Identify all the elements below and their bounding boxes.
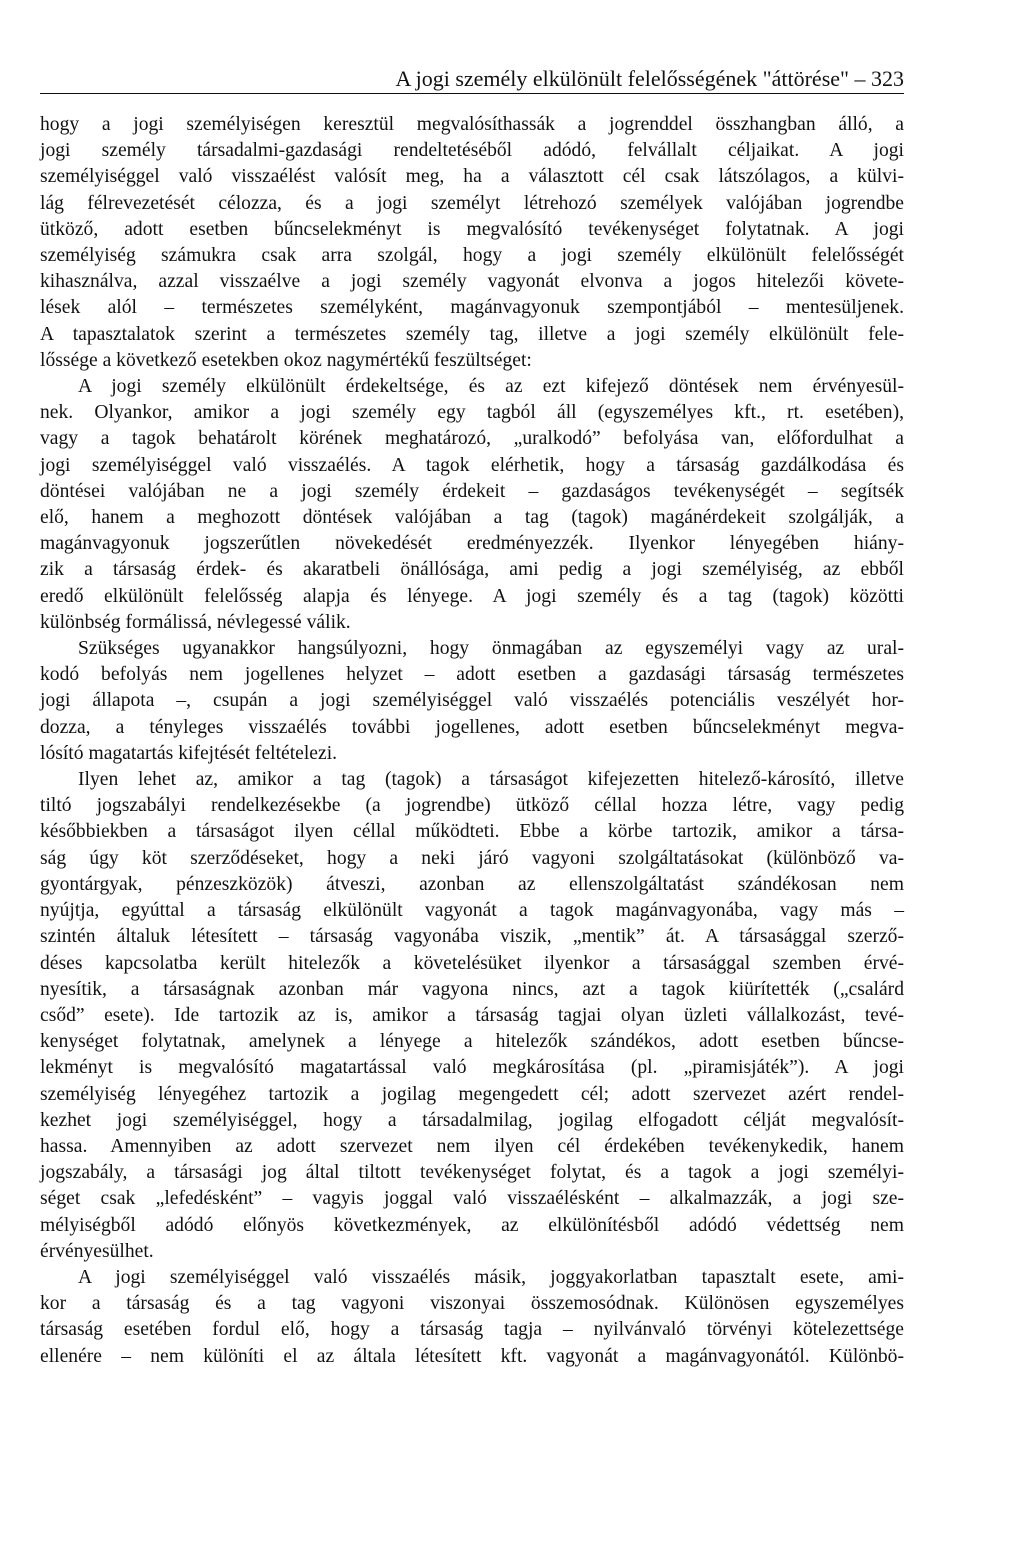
paragraph (40, 636, 904, 767)
paragraph (40, 374, 904, 636)
text-line: nyújtja, egyúttal a társaság elkülönült vagyonát a tagok magánvagyonába, vagy más – (40, 900, 904, 922)
text-line: későbbiekben a társaságot ilyen céllal működteti. Ebbe a körbe tartozik, amikor a társa- (40, 821, 904, 843)
text-line: A jogi személyiséggel való visszaélés másik, joggyakorlatban tapasztalt esete, ami- (78, 1266, 904, 1288)
text-line: ellenére – nem különíti el az általa létesített kft. vagyonát a magánvagyonától. Különbö- (40, 1345, 904, 1367)
text-line: kenységet folytatnak, amelynek a lényege a hitelezők szándékos, adott esetben bűncse- (40, 1031, 904, 1053)
paragraph (40, 1265, 904, 1370)
text-line: érvényesülhet. (40, 1240, 154, 1262)
text-line: kodó befolyás nem jogellenes helyzet – adott esetben a gazdasági társaság természetes (40, 664, 904, 686)
text-line: lósító magatartás kifejtését feltételezi. (40, 742, 338, 764)
text-line: ság úgy köt szerződéseket, hogy a neki járó vagyoni szolgáltatásokat (különböző va- (40, 847, 904, 869)
text-line: csőd” esete). Ide tartozik az is, amikor a társaság tagjai olyan üzleti vállalkozást, tevé- (40, 1004, 904, 1026)
text-line: nek. Olyankor, amikor a jogi személy egy tagból áll (egyszemélyes kft., rt. esetében), (40, 402, 904, 424)
text-line: vagy a tagok behatárolt körének meghatározó, „uralkodó” befolyása van, előfordulhat a (40, 428, 904, 450)
text-line: nyesítik, a társaságnak azonban már vagyona nincs, azt a tagok kiürítették („csalárd (40, 978, 904, 1000)
text-line: A tapasztalatok szerint a természetes személy tag, illetve a jogi személy elkülönült fele- (40, 323, 904, 345)
paragraph (40, 767, 904, 1265)
text-line: ütköző, adott esetben bűncselekményt is megvalósító tevékenységet folytatnak. A jogi (40, 218, 904, 240)
text-line: szintén általuk létesített – társaság vagyonába viszik, „mentik” át. A társasággal szerző- (40, 926, 904, 948)
text-line: társaság esetében fordul elő, hogy a társaság tagja – nyilvánvaló törvényi kötelezettsége (40, 1319, 904, 1341)
paragraph (40, 112, 904, 374)
text-line: hogy a jogi személyiségen keresztül megvalósíthassák a jogrenddel összhangban álló, a (40, 114, 904, 135)
text-line: jogi személyiséggel való visszaélés. A tagok elérhetik, hogy a társaság gazdálkodása és (40, 454, 904, 476)
text-line: jogi személy társadalmi-gazdasági rendeltetéséből adódó, felvállalt céljaikat. A jogi (40, 140, 904, 162)
text-line: zik a társaság érdek- és akaratbeli önállósága, ami pedig a jogi személyiség, az ebből (40, 559, 904, 581)
text-line: mélyiségből adódó előnyös következmények, az elkülönítésből adódó védettség nem (40, 1214, 904, 1236)
text-line: jogszabály, a társasági jog által tiltott tevékenységet folytat, és a tagok a jogi személyi- (40, 1162, 904, 1184)
text-line: elő, hanem a meghozott döntések valójában a tag (tagok) magánérdekeit szolgálják, a (40, 507, 904, 529)
text-line: személyiség számukra csak arra szolgál, hogy a jogi személy elkülönült felelősségét (40, 245, 904, 267)
text-line: Ilyen lehet az, amikor a tag (tagok) a társaságot kifejezetten hitelező-károsító, illetve (78, 769, 904, 791)
text-line: eredő elkülönült felelősség alapja és lényege. A jogi személy és a tag (tagok) közötti (40, 585, 904, 607)
body-text (40, 112, 904, 1370)
text-line: Szükséges ugyanakkor hangsúlyozni, hogy önmagában az egyszemélyi vagy az ural- (78, 638, 904, 660)
text-line: tiltó jogszabályi rendelkezésekbe (a jogrendbe) ütköző céllal hozza létre, vagy pedig (40, 795, 904, 817)
text-line: személyiséggel való visszaélést valósít meg, ha a választott cél csak látszólagos, a külvi- (40, 166, 904, 188)
text-line: lág félrevezetését célozza, és a jogi személyt létrehozó személyek valójában jogrendbe (40, 192, 904, 214)
running-header: A jogi személy elkülönült felelősségének "áttörése" – 323 (40, 66, 904, 94)
text-line: hassa. Amennyiben az adott szervezet nem ilyen cél érdekében tevékenykedik, hanem (40, 1135, 904, 1157)
text-line: különbség formálissá, névlegessé válik. (40, 611, 351, 633)
text-line: kor a társaság és a tag vagyoni viszonyai összemosódnak. Különösen egyszemélyes (40, 1293, 904, 1315)
text-line: személyiség lényegéhez tartozik a jogilag megengedett cél; adott szervezet azért rendel- (40, 1083, 904, 1105)
text-line: kezhet jogi személyiséggel, hogy a társadalmilag, jogilag elfogadott célját megvalósít- (40, 1109, 904, 1131)
text-line: jogi állapota –, csupán a jogi személyiséggel való visszaélés potenciális veszélyét hor- (40, 690, 904, 712)
text-line: döntései valójában ne a jogi személy érdekeit – gazdaságos tevékenységét – segítsék (40, 480, 904, 502)
text-line: lőssége a következő esetekben okoz nagymértékű feszültséget: (40, 349, 532, 371)
text-line: kihasználva, azzal visszaélve a jogi személy vagyonát elvonva a jogos hitelezői követe- (40, 271, 904, 293)
text-line: déses kapcsolatba került hitelezők a követelésüket ilyenkor a társasággal szemben érvé- (40, 952, 904, 974)
text-line: lések alól – természetes személyként, magánvagyonuk szempontjából – mentesüljenek. (40, 297, 904, 319)
text-line: dozza, a tényleges visszaélés további jogellenes, adott esetben bűncselekményt megva- (40, 716, 904, 738)
text-line: magánvagyonuk jogszerűtlen növekedését eredményezzék. Ilyenkor lényegében hiány- (40, 533, 904, 555)
text-line: séget csak „lefedésként” – vagyis joggal való visszaélésként – alkalmazzák, a jogi sze- (40, 1188, 904, 1210)
text-line: gyontárgyak, pénzeszközök) átveszi, azonban az ellenszolgáltatást szándékosan nem (40, 873, 904, 895)
text-line: A jogi személy elkülönült érdekeltsége, és az ezt kifejező döntések nem érvényesül- (78, 376, 904, 398)
text-line: lekményt is megvalósító magatartással való megkárosítása (pl. „piramisjáték”). A jogi (40, 1057, 904, 1079)
